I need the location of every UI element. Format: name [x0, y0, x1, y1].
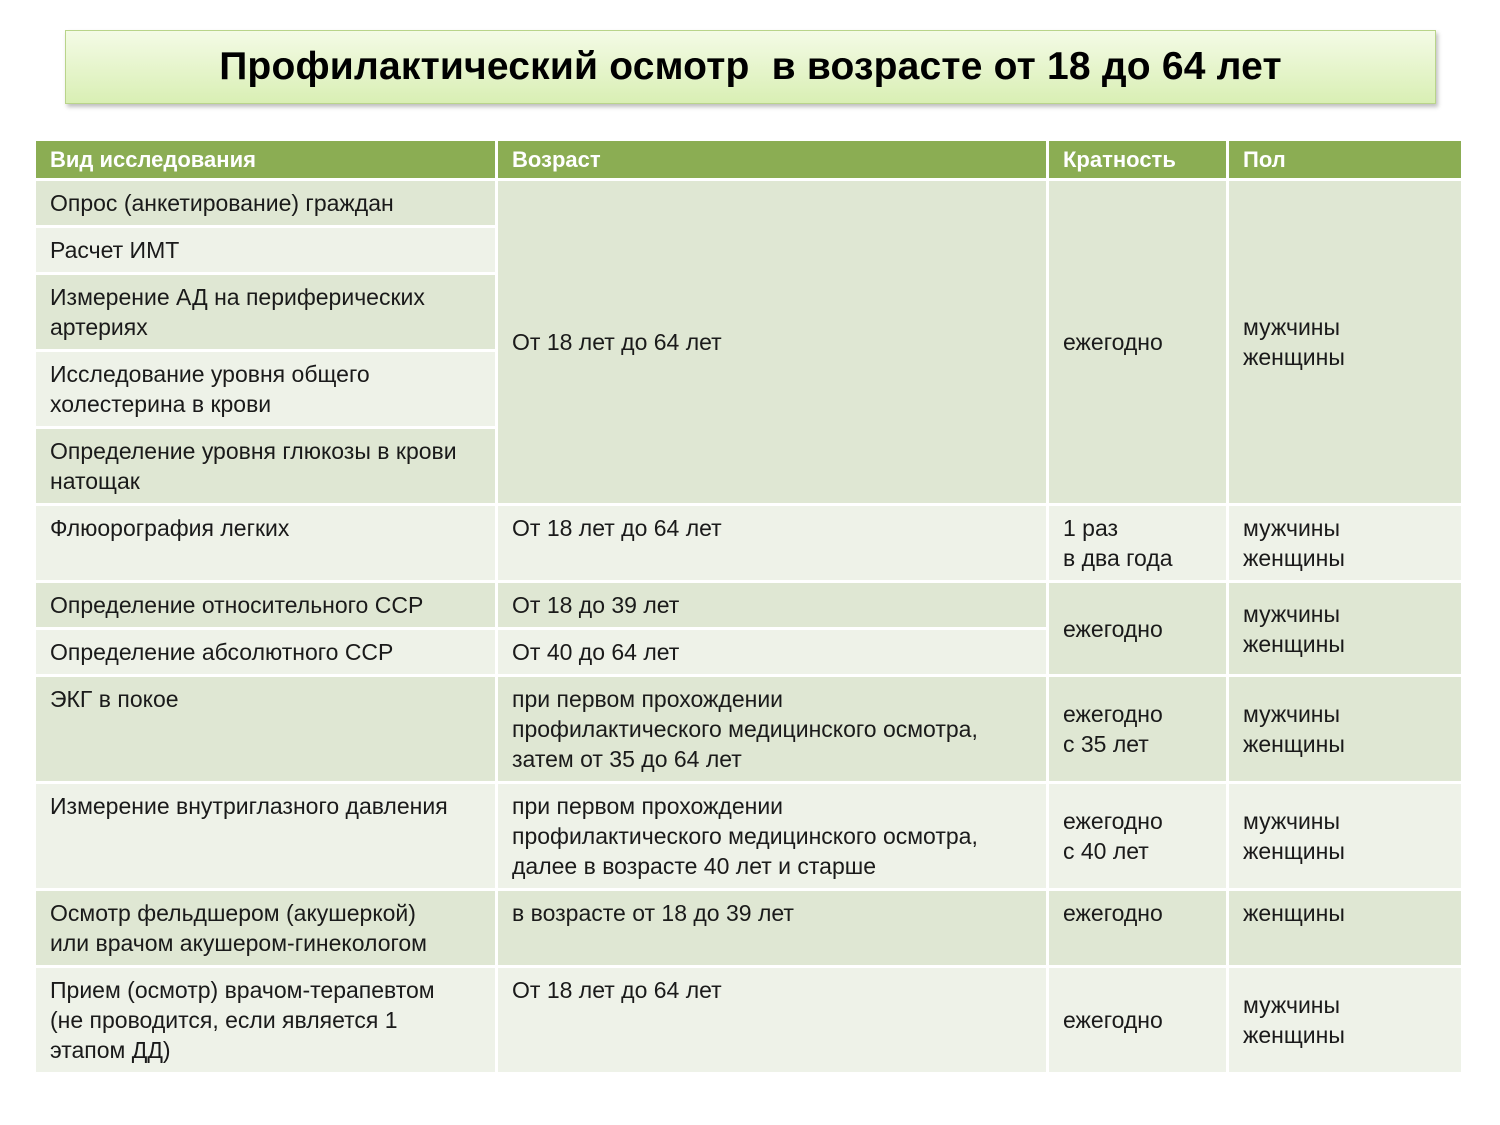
header-cell: Вид исследования [36, 141, 495, 178]
study-name-cell [36, 891, 495, 965]
table-row [36, 891, 1461, 965]
header-cell: Кратность [1049, 141, 1226, 178]
header-cell: Пол [1229, 141, 1461, 178]
table-header-row [36, 141, 1461, 178]
frequency-line: с 40 лет [1063, 838, 1149, 864]
age-line: при первом прохождении [512, 686, 784, 712]
age-line: затем от 35 до 64 лет [512, 746, 742, 772]
sex-value: женщины [1243, 545, 1345, 571]
sex-value: женщины [1243, 344, 1345, 370]
sex-cell [1229, 506, 1461, 580]
table-row [36, 583, 1461, 627]
table-row [36, 677, 1461, 781]
table-row [36, 506, 1461, 580]
age-line: профилактического медицинского осмотра, [512, 823, 978, 849]
study-name-cell: Определение относительного ССР [36, 583, 495, 627]
sex-cell [1229, 677, 1461, 781]
sex-value: женщины [1243, 1022, 1345, 1048]
sex-cell [1229, 583, 1461, 674]
sex-value: женщины [1243, 731, 1345, 757]
age-cell: От 18 лет до 64 лет [498, 968, 1046, 1072]
frequency-cell: ежегодно [1049, 181, 1226, 503]
sex-cell [1229, 968, 1461, 1072]
study-name-cell: Измерение внутриглазного давления [36, 784, 495, 888]
age-cell [498, 784, 1046, 888]
sex-value: женщины [1243, 630, 1345, 657]
frequency-line: в два года [1063, 545, 1173, 571]
study-name-cell [36, 968, 495, 1072]
frequency-line: ежегодно [1063, 808, 1163, 834]
frequency-cell [1049, 677, 1226, 781]
study-name-line: Прием (осмотр) врачом-терапевтом [50, 977, 435, 1003]
sex-cell [1229, 784, 1461, 888]
page-title: Профилактический осмотр в возрасте от 18 до 64 лет [219, 45, 1282, 88]
table-row [36, 784, 1461, 888]
study-name-cell: Расчет ИМТ [36, 228, 495, 272]
sex-value: мужчины [1243, 600, 1341, 627]
frequency-line: с 35 лет [1063, 731, 1149, 757]
frequency-cell: ежегодно [1049, 891, 1226, 965]
sex-cell: женщины [1229, 891, 1461, 965]
study-name-line: (не проводится, если является 1 [50, 1007, 398, 1033]
title-banner [65, 30, 1436, 104]
sex-value: мужчины [1243, 808, 1341, 834]
screening-table [33, 138, 1464, 1075]
frequency-cell [1049, 506, 1226, 580]
study-name-cell: ЭКГ в покое [36, 677, 495, 781]
study-name-cell: Исследование уровня общего холестерина в крови [36, 352, 495, 426]
age-line: профилактического медицинского осмотра, [512, 716, 978, 742]
study-name-cell: Определение уровня глюкозы в крови натощак [36, 429, 495, 503]
age-cell: От 40 до 64 лет [498, 630, 1046, 674]
sex-value: женщины [1243, 838, 1345, 864]
study-name-cell: Определение абсолютного ССР [36, 630, 495, 674]
study-name-cell: Измерение АД на периферических артериях [36, 275, 495, 349]
sex-value: мужчины [1243, 992, 1341, 1018]
frequency-cell: ежегодно [1049, 583, 1226, 674]
age-cell: От 18 лет до 64 лет [498, 506, 1046, 580]
frequency-cell: ежегодно [1049, 968, 1226, 1072]
age-line: при первом прохождении [512, 793, 784, 819]
table-row [36, 968, 1461, 1072]
age-cell: От 18 до 39 лет [498, 583, 1046, 627]
age-line: далее в возрасте 40 лет и старше [512, 853, 876, 879]
frequency-cell [1049, 784, 1226, 888]
study-name-line: или врачом акушером-гинекологом [50, 930, 427, 956]
frequency-line: 1 раз [1063, 515, 1119, 541]
age-cell: в возрасте от 18 до 39 лет [498, 891, 1046, 965]
header-cell: Возраст [498, 141, 1046, 178]
sex-cell [1229, 181, 1461, 503]
frequency-line: ежегодно [1063, 701, 1163, 727]
sex-value: мужчины [1243, 701, 1341, 727]
sex-value: мужчины [1243, 314, 1341, 340]
study-name-line: этапом ДД) [50, 1037, 171, 1063]
age-cell: От 18 лет до 64 лет [498, 181, 1046, 503]
age-cell [498, 677, 1046, 781]
sex-value: мужчины [1243, 515, 1341, 541]
study-name-cell: Флюорография легких [36, 506, 495, 580]
study-name-line: Осмотр фельдшером (акушеркой) [50, 900, 416, 926]
table-row [36, 181, 1461, 225]
study-name-cell: Опрос (анкетирование) граждан [36, 181, 495, 225]
